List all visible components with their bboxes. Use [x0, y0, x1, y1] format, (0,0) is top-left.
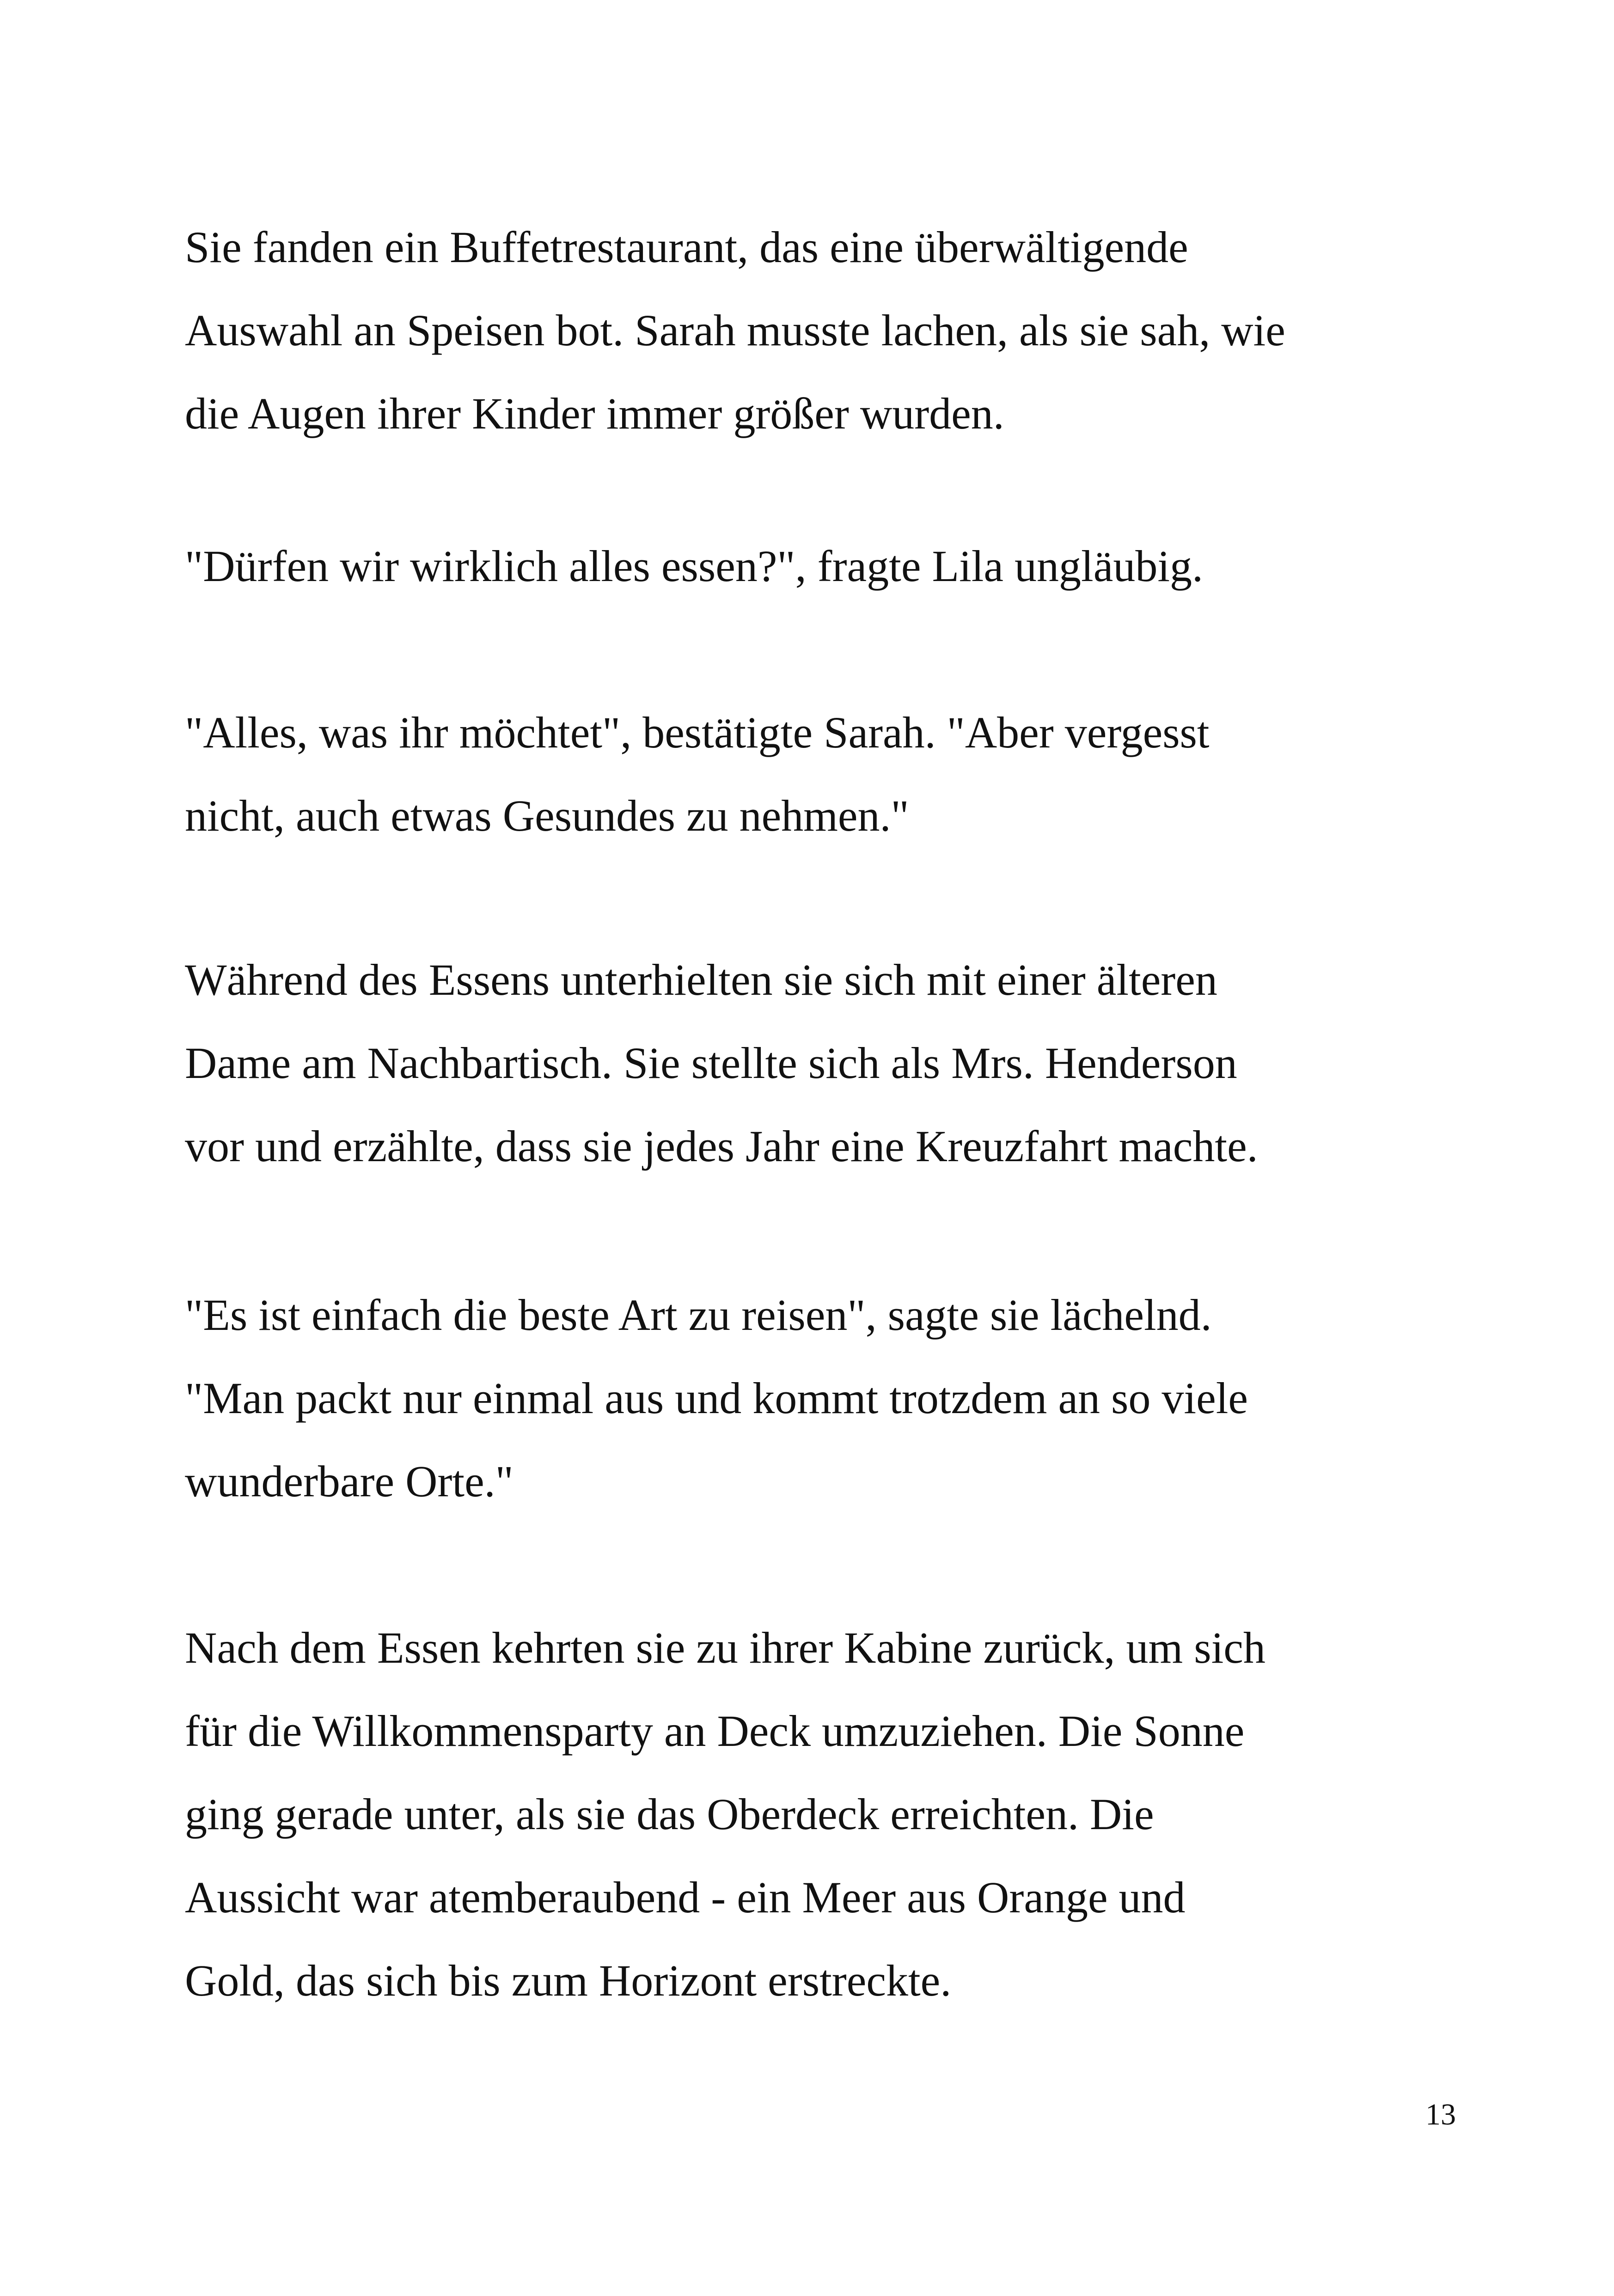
- paragraph-2-line-1: "Dürfen wir wirklich alles essen?", fragte Lila ungläubig.: [185, 541, 1203, 591]
- paragraph-3-line-1: "Alles, was ihr möchtet", bestätigte Sarah. "Aber vergesst: [185, 708, 1210, 757]
- paragraph-5-line-2: "Man packt nur einmal aus und kommt trotzdem an so viele: [185, 1373, 1248, 1423]
- paragraph-4-line-1: Während des Essens unterhielten sie sich mit einer älteren: [185, 955, 1217, 1004]
- paragraph-5-line-1: "Es ist einfach die beste Art zu reisen", sagte sie lächelnd.: [185, 1290, 1212, 1340]
- paragraph-6-line-5: Gold, das sich bis zum Horizont erstreckte.: [185, 1956, 952, 2005]
- paragraph-4-line-3: vor und erzählte, dass sie jedes Jahr eine Kreuzfahrt machte.: [185, 1121, 1258, 1171]
- paragraph-3-line-2: nicht, auch etwas Gesundes zu nehmen.": [185, 791, 909, 840]
- paragraph-4-line-2: Dame am Nachbartisch. Sie stellte sich als Mrs. Henderson: [185, 1038, 1237, 1088]
- paragraph-1-line-3: die Augen ihrer Kinder immer größer wurden.: [185, 389, 1004, 438]
- page-number: 13: [1425, 2098, 1456, 2131]
- paragraph-6-line-4: Aussicht war atemberaubend - ein Meer aus Orange und: [185, 1873, 1186, 1922]
- paragraph-6-line-3: ging gerade unter, als sie das Oberdeck erreichten. Die: [185, 1789, 1154, 1839]
- paragraph-6-line-2: für die Willkommensparty an Deck umzuziehen. Die Sonne: [185, 1706, 1245, 1756]
- paragraph-1-line-1: Sie fanden ein Buffetrestaurant, das eine überwältigende: [185, 222, 1188, 272]
- paragraph-1-line-2: Auswahl an Speisen bot. Sarah musste lachen, als sie sah, wie: [185, 306, 1285, 355]
- paragraph-6-line-1: Nach dem Essen kehrten sie zu ihrer Kabine zurück, um sich: [185, 1623, 1266, 1672]
- paragraph-5-line-3: wunderbare Orte.": [185, 1457, 514, 1506]
